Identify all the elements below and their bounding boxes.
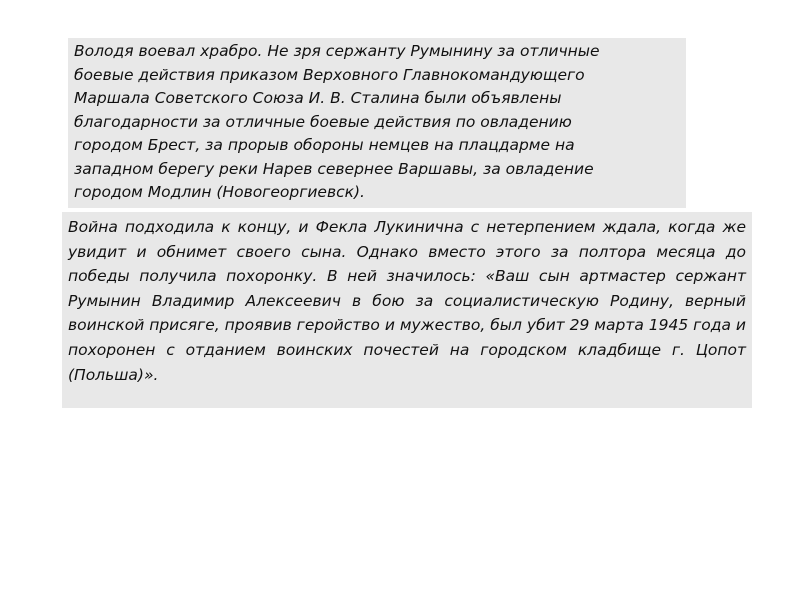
paragraph-line: боевые действия приказом Верховного Главнокомандующего — [74, 65, 585, 84]
paragraph-bravery — [74, 40, 680, 205]
paragraph-line: городом Брест, за прорыв обороны немцев на плацдарме на — [74, 136, 575, 154]
paragraph-line: Маршала Советского Союза И. В. Сталина были объявлены — [74, 89, 562, 107]
text-block-death-notice — [62, 212, 752, 408]
paragraph-death-notice: Война подходила к концу, и Фекла Лукинична с нетерпением ждала, когда же увидит и обнимет своего сына. Однако вместо этого за полтора месяца до победы получила похоронку. В ней значилось: «Ваш сын артмастер сержант Румынин Владимир Алексеевич в бою за социалистическую Родину, верный воинской присяге, проявив геройство и мужество, был убит 29 марта 1945 года и похоронен с отданием воинских почестей на городском кладбище г. Цопот (Польша)». — [68, 218, 746, 384]
paragraph-line: западном берегу реки Нарев севернее Варшавы, за овладение — [74, 159, 594, 178]
paragraph-line: Володя воевал храбро. Не зря сержанту Румынину за отличные — [74, 42, 600, 60]
paragraph-line: благодарности за отличные боевые действия по овладению — [74, 112, 572, 131]
text-block-bravery — [68, 38, 686, 208]
paragraph-line: городом Модлин (Новогеоргиевск). — [74, 183, 365, 201]
